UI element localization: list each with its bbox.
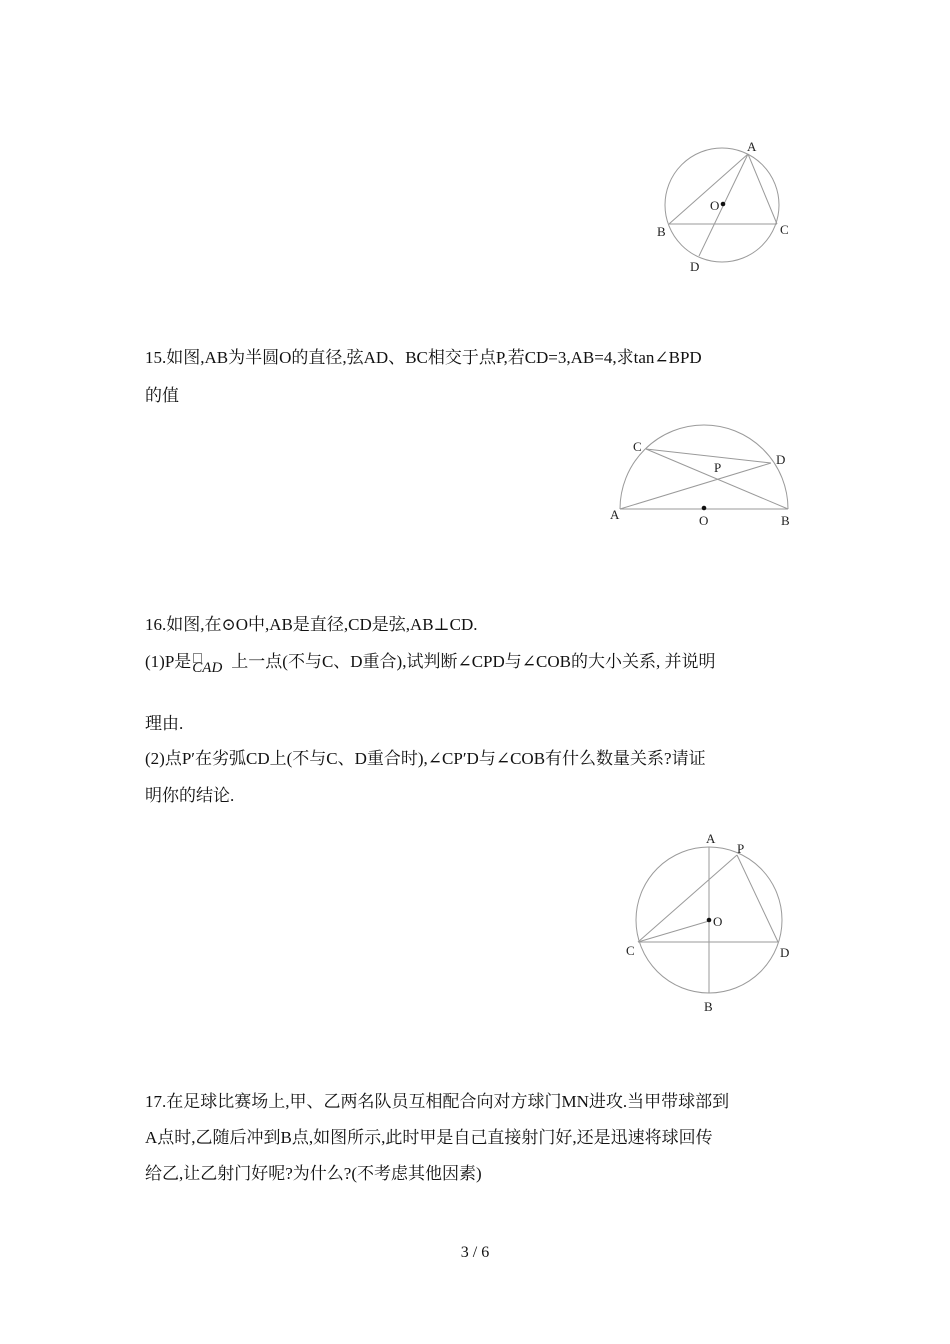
arc-cad-label: CAD <box>192 660 223 677</box>
q17-line-2: A点时,乙随后冲到B点,如图所示,此时甲是自己直接射门好,还是迅速将球回传 <box>145 1128 713 1147</box>
chord-bc <box>646 449 788 509</box>
label-c: C <box>626 943 635 958</box>
label-p: P <box>714 460 722 475</box>
label-b: B <box>781 513 790 528</box>
label-p: P <box>737 841 745 856</box>
label-d: D <box>776 452 786 467</box>
label-b: B <box>657 224 666 239</box>
center-point <box>702 506 707 511</box>
figure-circle-triangle <box>650 130 810 280</box>
arc-cad-symbol <box>191 653 231 677</box>
label-a: A <box>706 831 716 846</box>
label-b: B <box>704 999 713 1014</box>
label-o: O <box>710 198 720 213</box>
label-o: O <box>713 914 723 929</box>
figure-semicircle <box>600 420 810 535</box>
segment-pd <box>737 855 778 942</box>
label-d: D <box>690 259 700 274</box>
q15-line-1: 15.如图,AB为半圆O的直径,弦AD、BC相交于点P,若CD=3,AB=4,求tan∠BPD <box>145 348 702 367</box>
q15-line-2: 的值 <box>145 386 179 405</box>
label-o: O <box>699 513 709 528</box>
label-a: A <box>610 507 620 522</box>
label-d: D <box>780 945 790 960</box>
segment-co <box>638 921 709 942</box>
q16-line-4: (2)点P′在劣弧CD上(不与C、D重合时),∠CP′D与∠COB有什么数量关系?请证 <box>145 749 706 768</box>
label-a: A <box>747 139 757 154</box>
center-point <box>707 918 712 923</box>
q16-line-5: 明你的结论. <box>145 786 235 805</box>
q17-line-1: 17.在足球比赛场上,甲、乙两名队员互相配合向对方球门MN进攻.当甲带球部到 <box>145 1092 730 1111</box>
page-number: 3 / 6 <box>460 1244 490 1261</box>
q16-p1-suffix: 上一点(不与C、D重合),试判断∠CPD与∠COB的大小关系, 并说明 <box>231 652 716 671</box>
figure-circle-perpendicular <box>620 825 800 1020</box>
label-c: C <box>633 439 642 454</box>
q16-line-3: 理由. <box>145 714 184 733</box>
center-point <box>721 202 726 207</box>
q17-line-3: 给乙,让乙射门好呢?为什么?(不考虑其他因素) <box>145 1164 482 1183</box>
segment-ab <box>669 154 748 224</box>
q16-p1-prefix: (1)P是 <box>145 652 192 671</box>
q16-line-1: 16.如图,在⊙O中,AB是直径,CD是弦,AB⊥CD. <box>145 615 478 634</box>
q16-line-2 <box>145 652 716 677</box>
semicircle-arc <box>620 425 788 509</box>
label-c: C <box>780 222 789 237</box>
chord-cd <box>646 449 771 463</box>
